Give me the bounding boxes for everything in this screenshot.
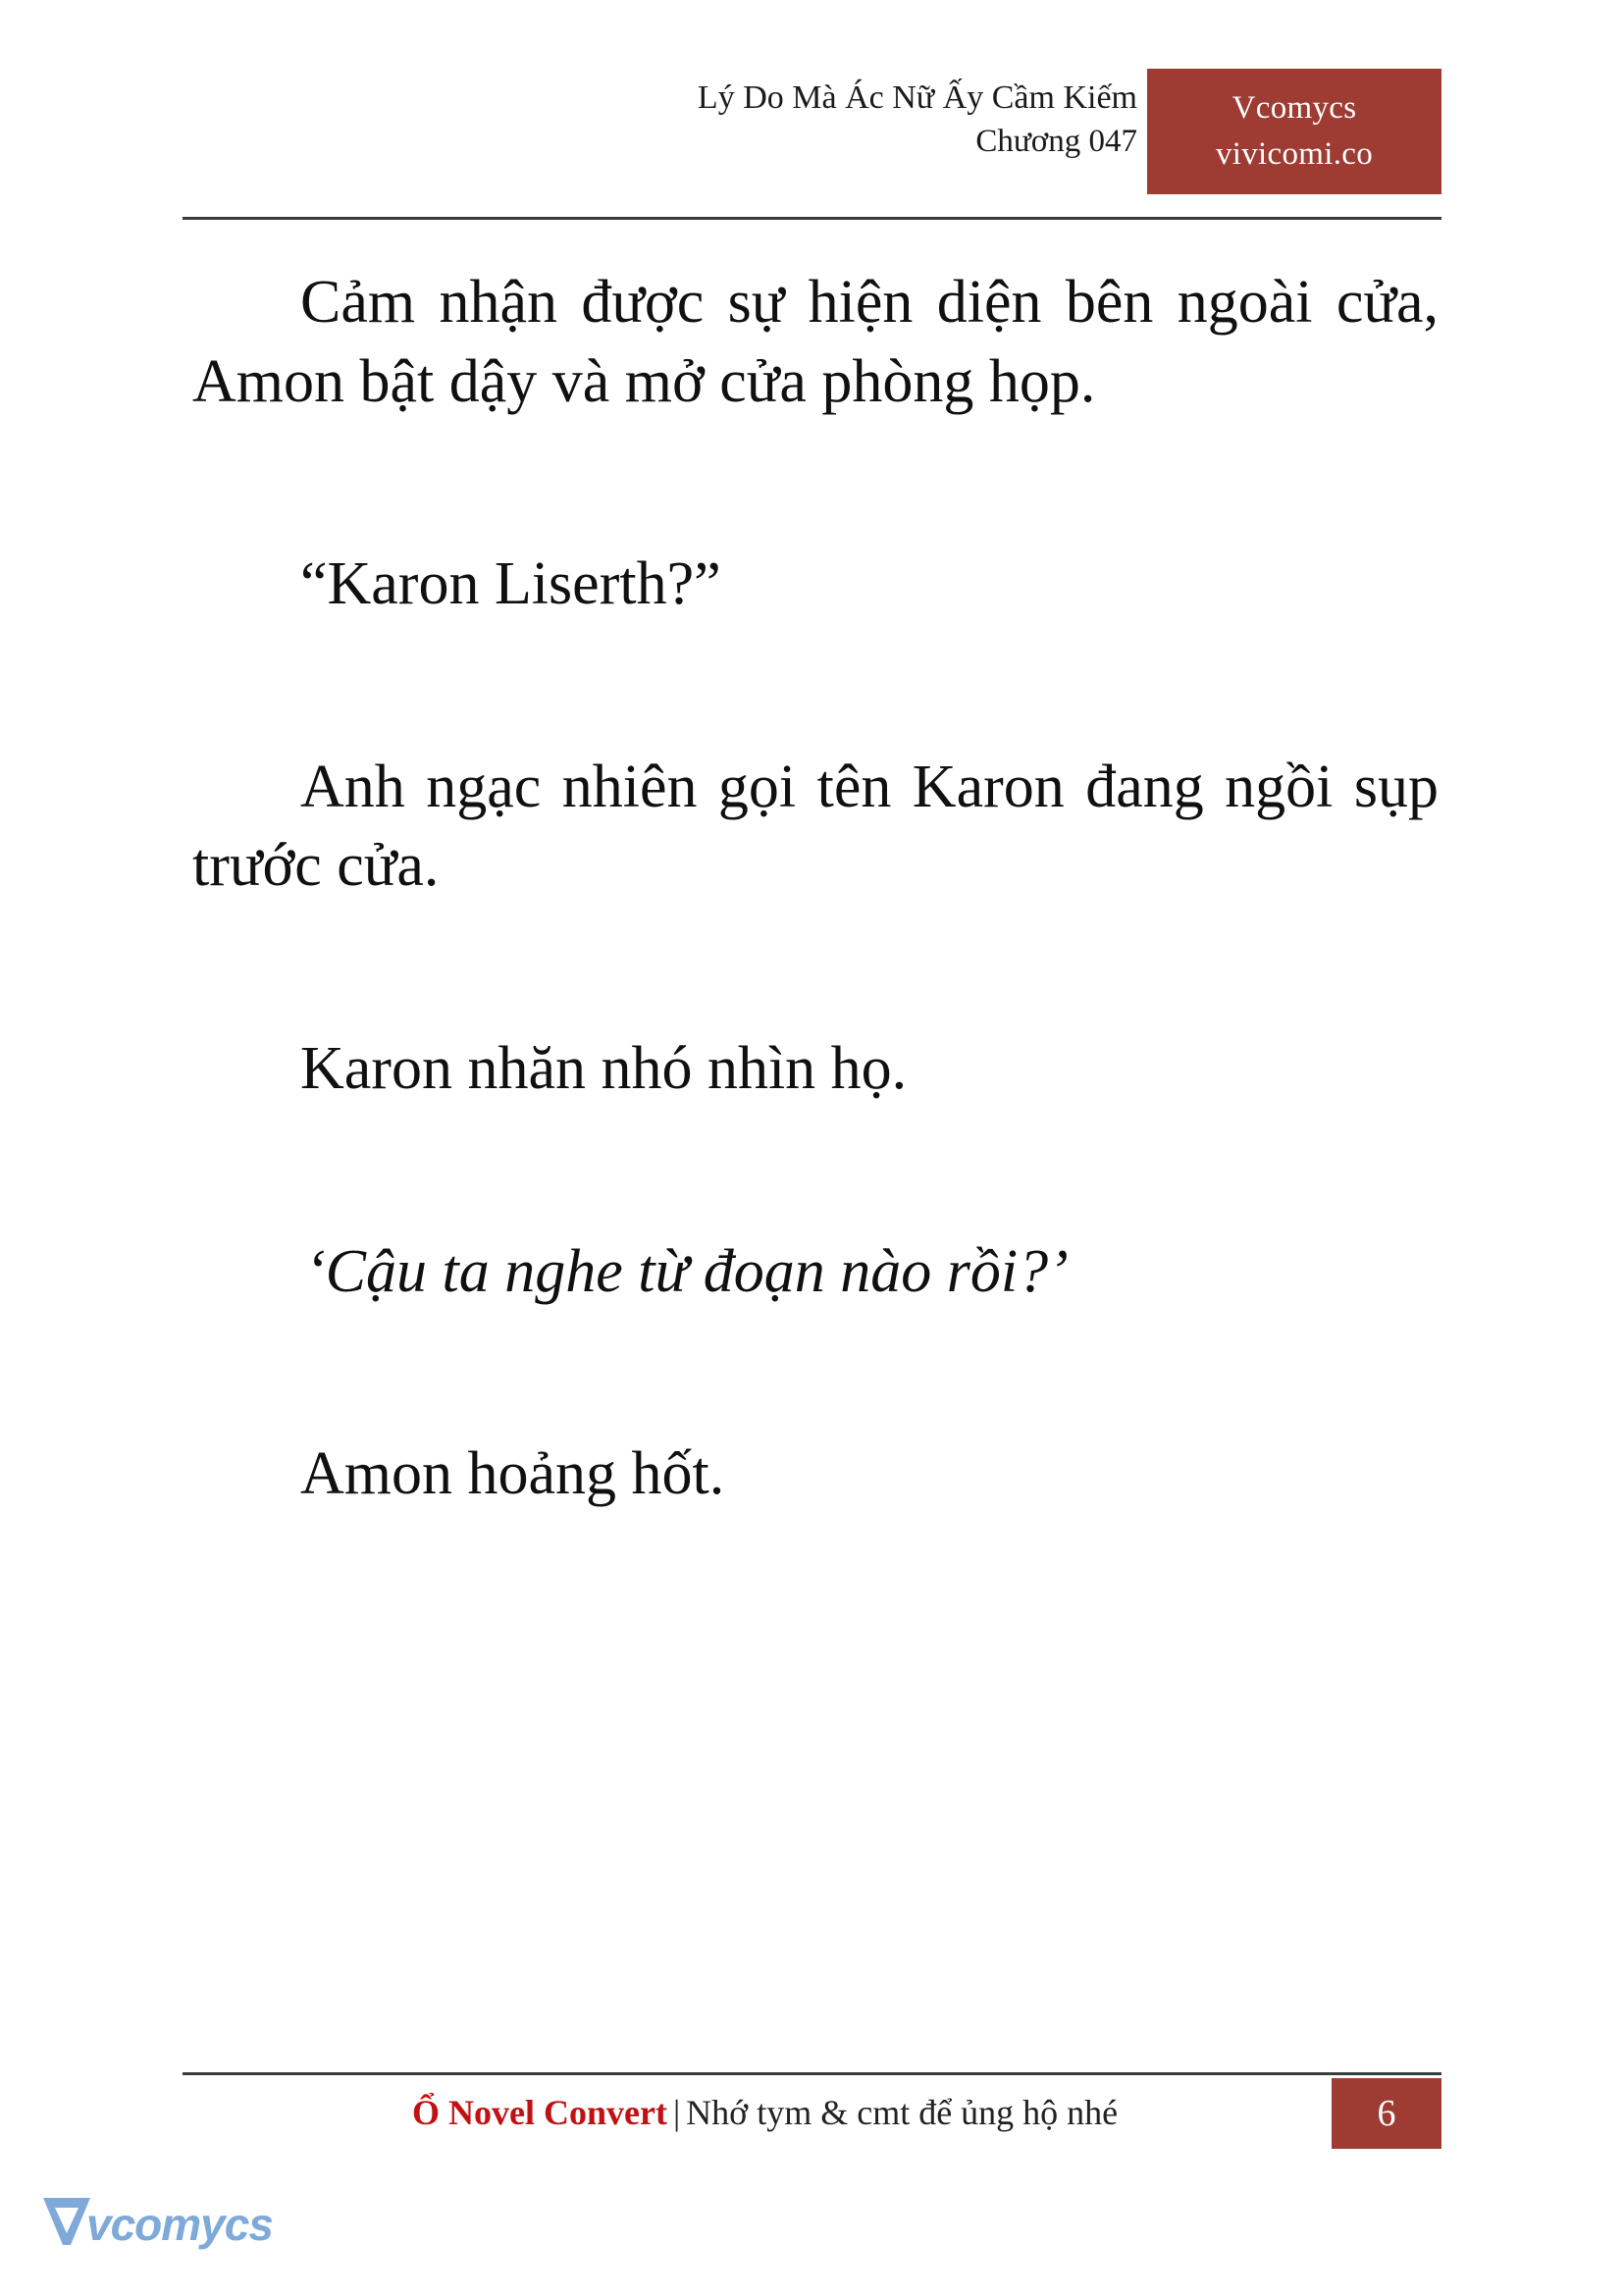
watermark [41,2190,273,2269]
paragraph-spacer [192,1174,1439,1232]
page-number-badge: 6 [1332,2078,1441,2149]
footer-brand: Ổ Novel Convert [412,2093,667,2132]
footer-divider [183,2072,1441,2075]
watermark-label: vcomycs [86,2199,273,2250]
page-footer [183,2078,1441,2149]
paragraph-spacer [192,970,1439,1029]
site-badge-name: Vcomycs [1231,90,1357,127]
header-divider [183,217,1441,220]
novel-title: Lý Do Mà Ác Nữ Ấy Cầm Kiếm [697,79,1137,116]
footer-separator: | [672,2093,681,2132]
paragraph-spacer [192,1376,1439,1434]
page-header [183,77,1441,214]
paragraph-spacer [192,486,1439,545]
paragraph-inner-thought: ‘Cậu ta nghe từ đoạn nào rồi?’ [305,1237,1069,1305]
page-content [192,263,1439,1579]
header-title-group [698,77,1137,163]
chapter-label: Chương 047 [975,123,1137,159]
paragraph: Cảm nhận được sự hiện diện bên ngoài cửa, Amon bật dậy và mở cửa phòng họp. [192,269,1439,415]
site-badge [1147,69,1441,194]
paragraph: “Karon Liserth?” [300,550,721,618]
paragraph: Amon hoảng hốt. [300,1440,725,1508]
paragraph: Karon nhăn nhó nhìn họ. [300,1034,908,1102]
vcomycs-logo-icon [41,2194,92,2249]
footer-note: Nhớ tym & cmt để ủng hộ nhé [686,2093,1119,2132]
site-badge-url: vivicomi.co [1215,136,1374,172]
paragraph-spacer [192,689,1439,748]
footer-credit [412,2092,1118,2133]
paragraph: Anh ngạc nhiên gọi tên Karon đang ngồi sụp trước cửa. [192,753,1439,900]
